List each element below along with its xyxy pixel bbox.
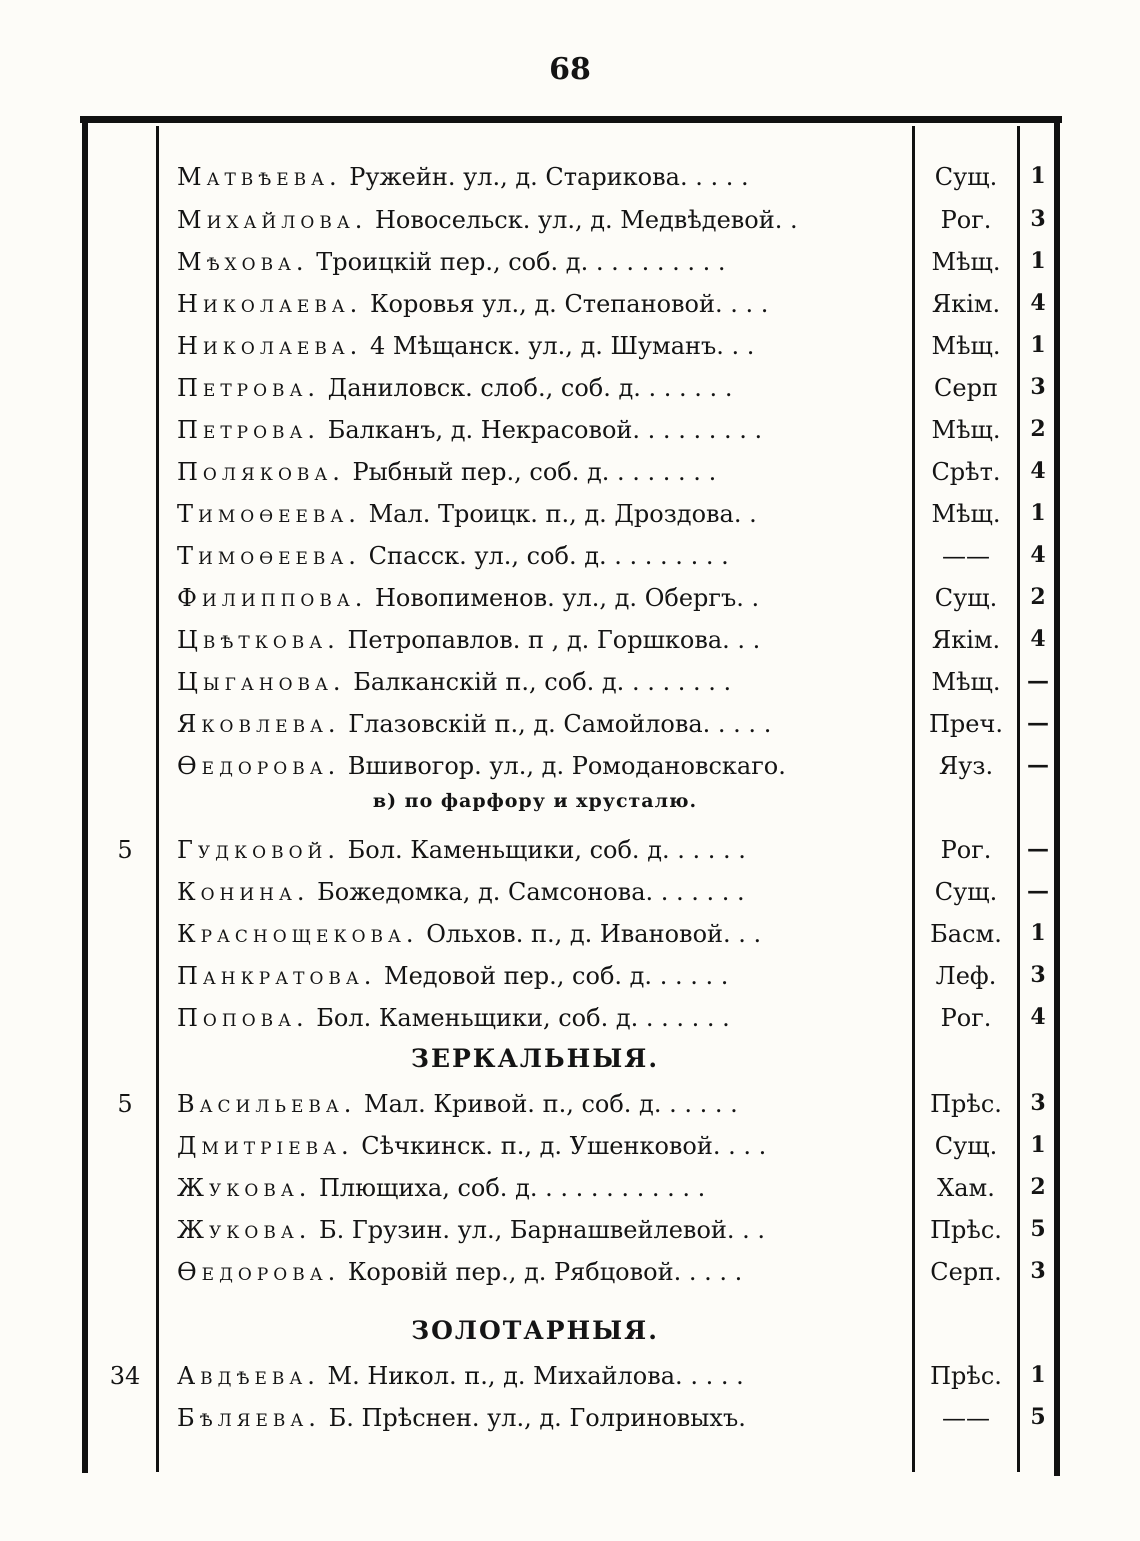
merchant-name: Авдѣева. [177,1362,320,1390]
merchant-name: Панкратова. [177,962,377,990]
quantity: 2 [1030,416,1046,442]
district: Якім. [931,290,1001,318]
district: Рог. [940,1004,992,1032]
table-row [0,836,1140,880]
quantity: 2 [1030,1174,1046,1200]
merchant-address: М. Никол. п., д. Михайлова. . . . . [327,1362,744,1390]
row-entry [177,1404,905,1432]
quantity: 4 [1030,1004,1046,1030]
table-row [0,1004,1140,1048]
merchant-name: Мѣхова. [177,248,309,276]
table-row [0,374,1140,418]
merchant-name: Васильева. [177,1090,357,1118]
table-row [0,248,1140,292]
row-entry [177,836,905,864]
merchant-name: Цвѣткова. [177,626,340,654]
merchant-name: Ѳедорова. [177,752,341,780]
merchant-address: Троицкій пер., соб. д. . . . . . . . . . [316,248,726,276]
table-row [0,1362,1140,1406]
merchant-address: Спасск. ул., соб. д. . . . . . . . . [368,542,729,570]
row-entry [177,416,905,444]
district: Сущ. [934,584,998,612]
quantity: 3 [1030,1258,1046,1284]
merchant-address: 4 Мѣщанск. ул., д. Шуманъ. . . [369,332,755,360]
merchant-address: Бол. Каменьщики, соб. д. . . . . . [347,836,746,864]
quantity: 1 [1030,163,1046,189]
row-entry [177,248,905,276]
merchant-address: Коровья ул., д. Степановой. . . . [369,290,769,318]
row-count: 5 [117,1090,133,1118]
quantity: 1 [1030,920,1046,946]
district: Прѣс. [930,1362,1002,1390]
merchant-address: Мал. Троицк. п., д. Дроздова. . [368,500,757,528]
page-number: 68 [549,52,591,87]
quantity: 4 [1030,290,1046,316]
district: Хам. [937,1174,995,1202]
district: Басм. [930,920,1002,948]
merchant-name: Краснощекова. [177,920,419,948]
merchant-name: Николаева. [177,332,363,360]
quantity: — [1027,878,1049,904]
merchant-name: Филиппова. [177,584,368,612]
table-row [0,878,1140,922]
row-entry [177,163,905,191]
district: Сущ. [934,1132,998,1160]
table-row [0,458,1140,502]
row-entry [177,584,905,612]
row-entry [177,1004,905,1032]
quantity: 4 [1030,626,1046,652]
row-entry [177,1090,905,1118]
quantity: 3 [1030,374,1046,400]
merchant-address: Новопименов. ул., д. Обергъ. . [374,584,760,612]
quantity: 1 [1030,1132,1046,1158]
merchant-name: Петрова. [177,416,321,444]
row-entry [177,920,905,948]
merchant-name: Матвѣева. [177,163,342,191]
row-entry [177,1132,905,1160]
row-entry [177,332,905,360]
row-entry [177,710,905,738]
row-entry [177,878,905,906]
district: Леф. [935,962,997,990]
merchant-name: Гудковой. [177,836,340,864]
table-row [0,626,1140,670]
merchant-name: Конина. [177,878,310,906]
district: Прѣс. [930,1090,1002,1118]
quantity: — [1027,752,1049,778]
merchant-address: Балканъ, д. Некрасовой. . . . . . . . . [327,416,763,444]
table-row [0,332,1140,376]
merchant-address: Балканскій п., соб. д. . . . . . . . [353,668,732,696]
quantity: — [1027,710,1049,736]
district: Прѣс. [930,1216,1002,1244]
row-entry [177,206,905,234]
table-row [0,710,1140,754]
section-heading: ЗОЛОТАРНЫЯ. [411,1316,659,1345]
row-entry [177,458,905,486]
district: Серп. [930,1258,1002,1286]
section-heading: в) по фарфору и хрусталю. [372,790,698,812]
district: Мѣщ. [931,416,1001,444]
quantity: 1 [1030,500,1046,526]
district: Рог. [940,206,992,234]
merchant-address: Новосельск. ул., д. Медвѣдевой. . [374,206,798,234]
row-entry [177,290,905,318]
row-count: 5 [117,836,133,864]
table-row [0,542,1140,586]
merchant-name: Тимоѳеева. [177,542,361,570]
table-row [0,416,1140,460]
merchant-address: Коровій пер., д. Рябцовой. . . . . [347,1258,743,1286]
merchant-name: Дмитріева. [177,1132,354,1160]
table-row [0,500,1140,544]
quantity: 5 [1030,1216,1046,1242]
district: Мѣщ. [931,668,1001,696]
merchant-name: Ѳедорова. [177,1258,341,1286]
district: Серп [934,374,998,402]
row-entry [177,752,905,780]
merchant-name: Михайлова. [177,206,368,234]
row-entry [177,1174,905,1202]
merchant-address: Даниловск. слоб., соб. д. . . . . . . [327,374,733,402]
table-row [0,1258,1140,1302]
merchant-address: Ружейн. ул., д. Старикова. . . . . [349,163,749,191]
table-row [0,206,1140,250]
table-row [0,1174,1140,1218]
merchant-address: Глазовскій п., д. Самойлова. . . . . [348,710,772,738]
table-row [0,290,1140,334]
district: Якім. [931,626,1001,654]
row-entry [177,626,905,654]
table-row [0,668,1140,712]
district: Сущ. [934,878,998,906]
row-entry [177,1258,905,1286]
quantity: 3 [1030,1090,1046,1116]
table-row [0,1090,1140,1134]
merchant-address: Петропавлов. п , д. Горшкова. . . [347,626,761,654]
quantity: 1 [1030,1362,1046,1388]
quantity: 3 [1030,962,1046,988]
table-row [0,1404,1140,1448]
section-heading: ЗЕРКАЛЬНЫЯ. [410,1044,660,1073]
district: —— [942,1404,990,1432]
merchant-name: Попова. [177,1004,309,1032]
merchant-name: Жукова. [177,1174,312,1202]
merchant-address: Сѣчкинск. п., д. Ушенковой. . . . [361,1132,767,1160]
district: Преч. [929,710,1003,738]
merchant-name: Бѣляева. [177,1404,321,1432]
merchant-address: Медовой пер., соб. д. . . . . . [384,962,729,990]
merchant-name: Тимоѳеева. [177,500,361,528]
merchant-address: Вшивогор. ул., д. Ромодановскаго. [347,752,786,780]
quantity: 5 [1030,1404,1046,1430]
row-entry [177,500,905,528]
district: Рог. [940,836,992,864]
row-entry [177,542,905,570]
quantity: 4 [1030,542,1046,568]
quantity: — [1027,836,1049,862]
row-entry [177,1362,905,1390]
district: Мѣщ. [931,332,1001,360]
district: Мѣщ. [931,248,1001,276]
table-row [0,1216,1140,1260]
table-row [0,1132,1140,1176]
merchant-name: Петрова. [177,374,321,402]
merchant-address: Ольхов. п., д. Ивановой. . . [426,920,762,948]
merchant-address: Божедомка, д. Самсонова. . . . . . . [317,878,745,906]
merchant-name: Жукова. [177,1216,312,1244]
merchant-name: Яковлева. [177,710,341,738]
merchant-address: Рыбный пер., соб. д. . . . . . . . [352,458,717,486]
district: Сущ. [934,163,998,191]
row-entry [177,962,905,990]
table-row [0,163,1140,207]
row-entry [177,374,905,402]
quantity: 1 [1030,332,1046,358]
quantity: 4 [1030,458,1046,484]
merchant-name: Николаева. [177,290,363,318]
row-entry [177,1216,905,1244]
table-row [0,962,1140,1006]
quantity: — [1027,668,1049,694]
district: Мѣщ. [931,500,1001,528]
row-count: 34 [109,1362,141,1390]
merchant-address: Бол. Каменьщики, соб. д. . . . . . . [316,1004,730,1032]
row-entry [177,668,905,696]
merchant-address: Б. Грузин. ул., Барнашвейлевой. . . [318,1216,766,1244]
merchant-name: Цыганова. [177,668,346,696]
merchant-address: Б. Прѣснен. ул., д. Голриновыхъ. [328,1404,746,1432]
quantity: 1 [1030,248,1046,274]
merchant-name: Полякова. [177,458,345,486]
quantity: 2 [1030,584,1046,610]
district: —— [942,542,990,570]
quantity: 3 [1030,206,1046,232]
merchant-address: Плющиха, соб. д. . . . . . . . . . . . [318,1174,706,1202]
table-row [0,920,1140,964]
merchant-address: Мал. Кривой. п., соб. д. . . . . . [364,1090,738,1118]
table-row [0,584,1140,628]
district: Яуз. [938,752,994,780]
district: Срѣт. [931,458,1001,486]
